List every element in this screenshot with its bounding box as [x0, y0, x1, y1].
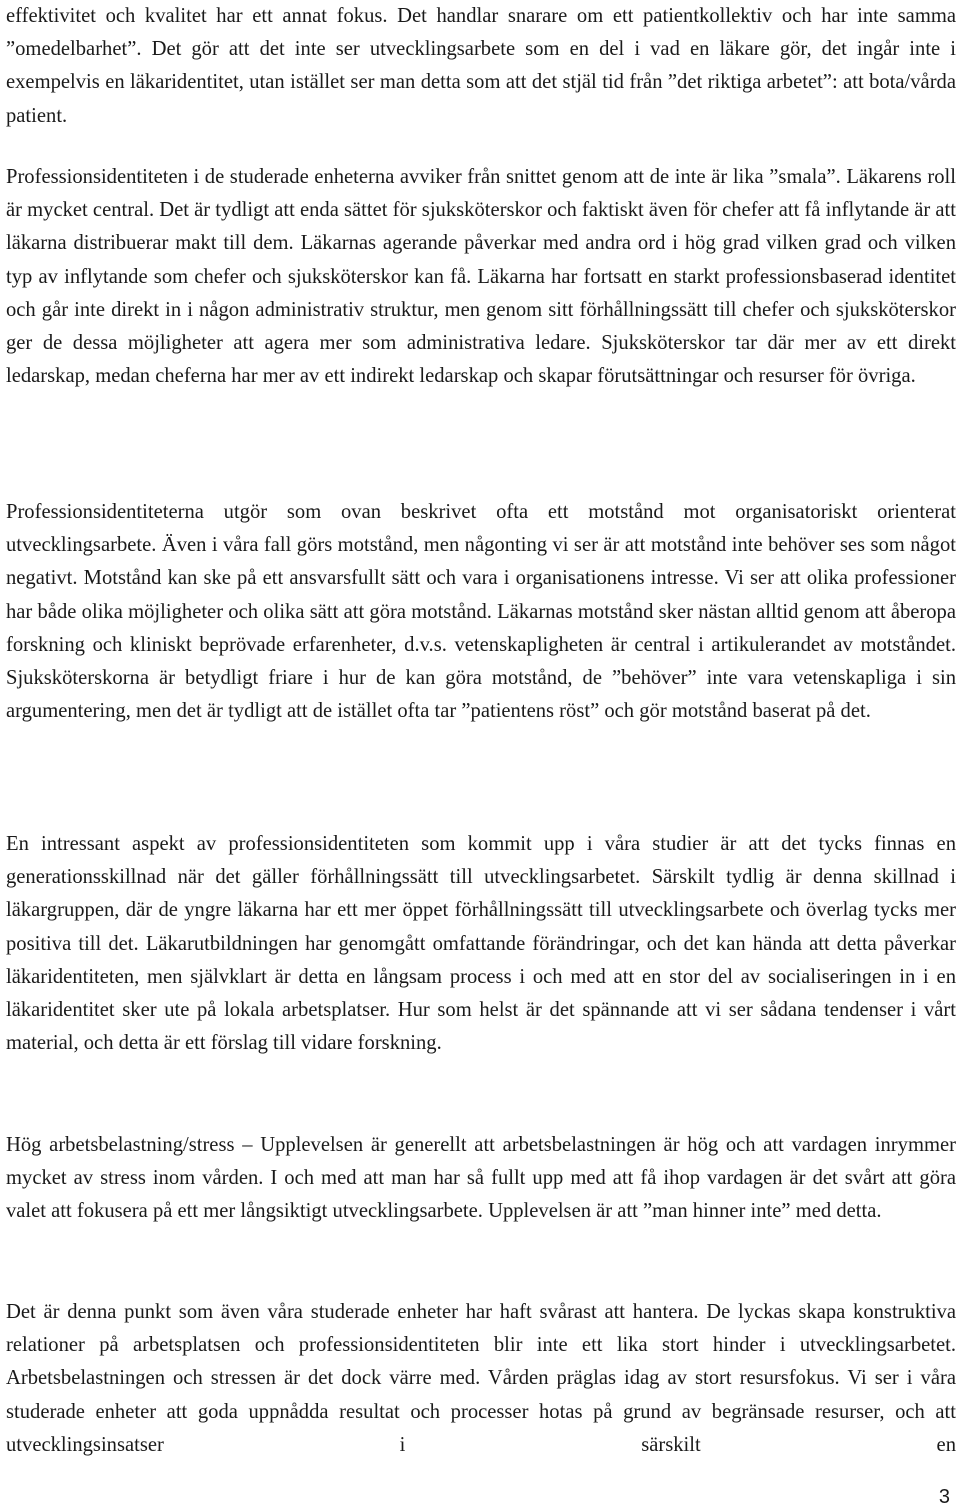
paragraph-4: En intressant aspekt av professionsidentiteten som kommit upp i våra studier är att det tycks finnas en generationsskillnad när det gäller förhållningssätt till utvecklingsarbetet. Särskilt tydlig är denna skillnad i läkargruppen, där de yngre läkarna har ett mer öppet förhållningssätt till utvecklingsarbete och överlag tycks mer positiva till det. Läkarutbildningen har genomgått omfattande förändringar, och det kan hända att detta påverkar läkaridentiteten, men självklart är detta en långsam process i och med att en stor del av socialiseringen in i en läkaridentitet sker ute på lokala arbetsplatser. Hur som helst är det spännande att vi ser sådana tendenser i vårt material, och detta är ett förslag till vidare forskning.	[6, 833, 956, 1055]
paragraph-5: Hög arbetsbelastning/stress – Upplevelsen är generellt att arbetsbelastningen är hög och att vardagen inrymmer mycket av stress inom vården. I och med att man har så fullt upp med att få ihop vardagen är det svårt att göra valet att fokusera på ett mer långsiktigt utvecklingsarbete. Upplevelsen är att ”man hinner inte” med detta.	[6, 1134, 956, 1223]
paragraph-6: Det är denna punkt som även våra studerade enheter har haft svårast att hantera. De lyckas skapa konstruktiva relationer på arbetsplatsen och professionsidentiteten blir inte ett lika stort hinder i utvecklingsarbetet. Arbetsbelastningen och stressen är det dock värre med. Vården präglas idag av stort resursfokus. Vi ser i våra studerade enheter att goda uppnådda resultat och processer hotas på grund av begränsade resurser, och att utvecklingsinsatser i särskilt en	[6, 1301, 956, 1456]
page-number: 3	[938, 1486, 950, 1508]
paragraph-2: Professionsidentiteten i de studerade enheterna avviker från snittet genom att de inte är lika ”smala”. Läkarens roll är mycket central. Det är tydligt att enda sättet för sjuksköterskor och faktiskt även för chefer att få inflytande är att läkarna distribuerar makt till dem. Läkarnas agerande påverkar med andra ord i hög grad vilken grad och vilken typ av inflytande som chefer och sjuksköterskor kan få. Läkarna har fortsatt en starkt professionsbaserad identitet och går inte direkt in i någon administrativ struktur, men genom sitt förhållningssätt till chefer och sjuksköterskor ger de dessa möjligheter att agera mer som administrativa ledare. Sjuksköterskor tar där mer av ett direkt ledarskap, medan cheferna har mer av ett indirekt ledarskap och skapar förutsättningar och resurser för övriga.	[6, 166, 956, 388]
paragraph-3: Professionsidentiteterna utgör som ovan beskrivet ofta ett motstånd mot organisatoriskt orienterat utvecklingsarbete. Även i våra fall görs motstånd, men någonting vi ser är att motstånd inte behöver ses som något negativt. Motstånd kan ske på ett ansvarsfullt sätt och vara i organisationens intresse. Vi ser att olika professioner har både olika möjligheter och olika sätt att göra motstånd. Läkarnas motstånd sker nästan alltid genom att åberopa forskning och kliniskt beprövade erfarenheter, d.v.s. vetenskapligheten är central i artikulerandet av motståndet. Sjuksköterskorna är betydligt friare i hur de kan göra motstånd, de ”behöver” inte vara vetenskapliga i sin argumentering, men det är tydligt att de istället ofta tar ”patientens röst” och gör motstånd baserat på det.	[6, 501, 956, 723]
paragraph-1: effektivitet och kvalitet har ett annat fokus. Det handlar snarare om ett patientkollektiv och har inte samma ”omedelbarhet”. Det gör att det inte ser utvecklingsarbete som en del i vad en läkare gör, det ingår inte i exempelvis en läkaridentitet, utan istället ser man detta som att det stjäl tid från ”det riktiga arbetet”: att bota/vårda patient.	[6, 5, 956, 127]
